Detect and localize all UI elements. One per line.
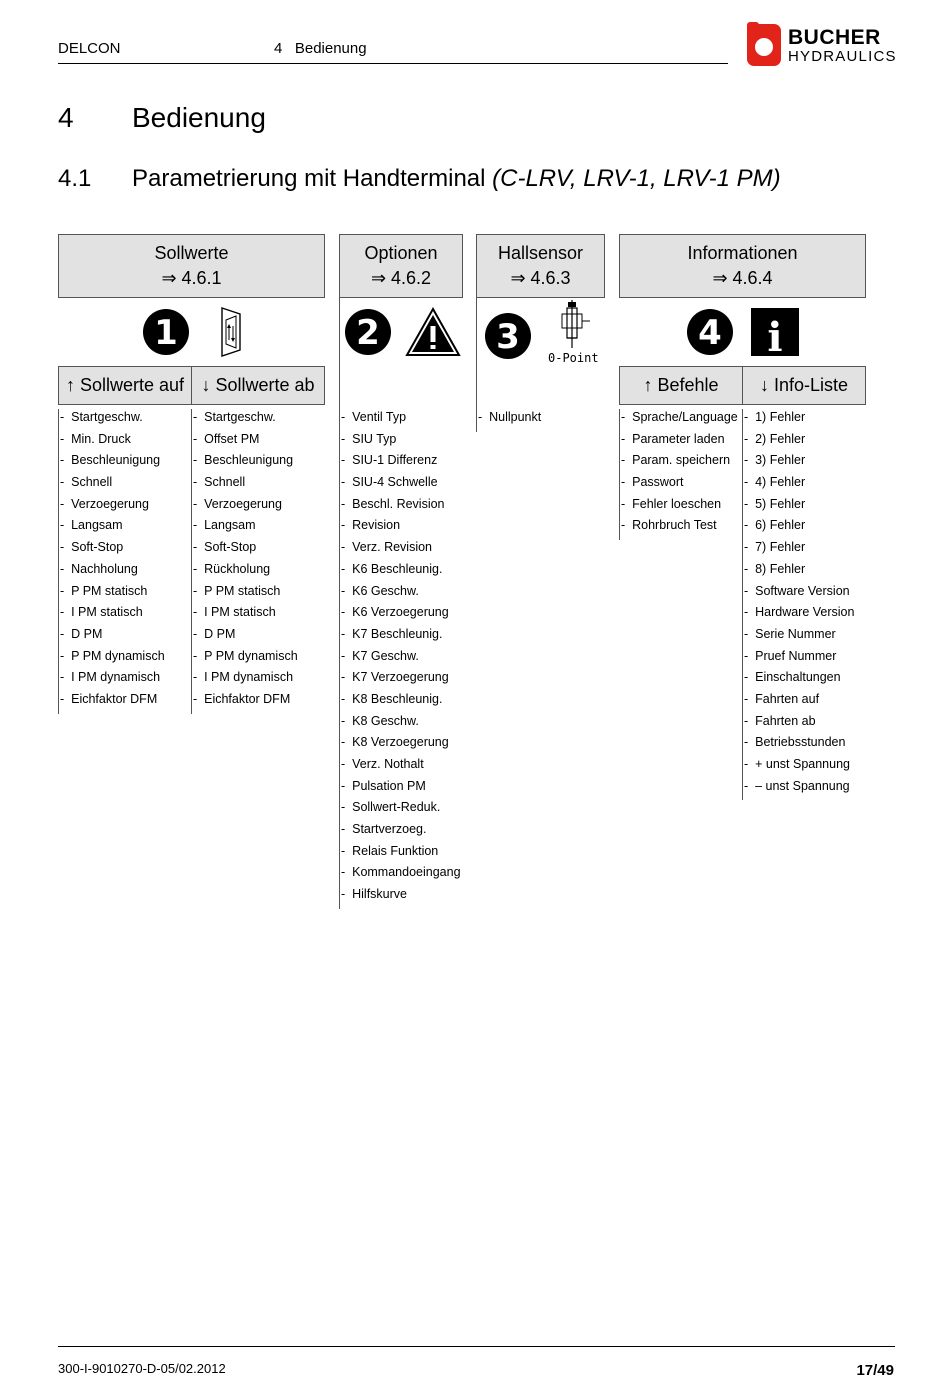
- list-item: - Pruef Nummer: [744, 648, 837, 663]
- list-item: - Rohrbruch Test: [621, 518, 717, 533]
- list-item: - Verzoegerung: [60, 496, 149, 511]
- list-item: - Verzoegerung: [193, 496, 282, 511]
- list-item: - K7 Verzoegerung: [341, 670, 449, 685]
- list-item: - K7 Geschw.: [341, 648, 419, 663]
- list-item: - P PM dynamisch: [60, 648, 165, 663]
- footer-document-id: 300-I-9010270-D-05/02.2012: [58, 1361, 226, 1376]
- menu-box-hallsensor: [476, 234, 605, 298]
- list-item: - 4) Fehler: [744, 475, 806, 490]
- list-sollwerte-ab: [191, 409, 325, 714]
- key-3-label: 3: [496, 317, 520, 357]
- heading-number: 4: [58, 102, 74, 133]
- list-item: - K7 Beschleunig.: [341, 626, 443, 641]
- list-item: - I PM statisch: [60, 605, 143, 620]
- list-item: - Sprache/Language: [621, 410, 738, 424]
- list-item: - Parameter laden: [621, 431, 725, 446]
- list-item: - I PM dynamisch: [193, 670, 294, 685]
- submenu-sollwerte-ab: ↓ Sollwerte ab: [191, 366, 325, 405]
- list-item: - 5) Fehler: [744, 496, 806, 511]
- list-item: - Kommandoeingang: [341, 865, 461, 880]
- list-item: - P PM statisch: [193, 583, 281, 598]
- list-item: - 3) Fehler: [744, 453, 806, 468]
- list-item: - I PM dynamisch: [60, 670, 161, 685]
- list-item: - Relais Funktion: [341, 843, 439, 858]
- list-info-liste: [742, 409, 866, 800]
- list-hallsensor: [476, 298, 605, 432]
- subheading-text: Parametrierung mit Handterminal: [132, 165, 493, 192]
- list-item: - Langsam: [60, 518, 123, 533]
- list-item: - – unst Spannung: [744, 778, 850, 793]
- list-item: - Revision: [341, 518, 401, 533]
- list-item: - Soft-Stop: [60, 540, 124, 555]
- list-item: - Eichfaktor DFM: [60, 691, 158, 706]
- footer-page-number: 17/49: [856, 1362, 894, 1379]
- list-item: - K8 Beschleunig.: [341, 691, 443, 706]
- list-item: - Software Version: [744, 583, 850, 598]
- header-chapter: 4 Bedienung: [274, 40, 367, 57]
- list-item: - Offset PM: [193, 431, 260, 446]
- menu-title-optionen: Optionen: [364, 243, 438, 263]
- list-item: - I PM statisch: [193, 605, 276, 620]
- list-item: - Nullpunkt: [478, 410, 542, 424]
- list-item: - Beschl. Revision: [341, 496, 445, 511]
- list-item: - Startverzoeg.: [341, 822, 427, 837]
- menu-title-sollwerte: Sollwerte: [154, 243, 229, 263]
- header-rule: [58, 63, 728, 64]
- subheading-devices: (C-LRV, LRV-1, LRV-1 PM): [492, 165, 781, 192]
- footer-rule: [58, 1346, 895, 1347]
- info-key-label: i: [767, 314, 783, 356]
- list-item: - Min. Druck: [60, 431, 131, 446]
- list-item: - K6 Beschleunig.: [341, 561, 443, 576]
- menu-title-hallsensor: Hallsensor: [497, 243, 584, 263]
- list-item: - Pulsation PM: [341, 778, 426, 793]
- list-item: - Hardware Version: [744, 605, 855, 620]
- list-item: - Beschleunigung: [60, 453, 161, 468]
- key-1-label: 1: [154, 313, 178, 353]
- list-item: - K8 Geschw.: [341, 713, 419, 728]
- list-item: - Verz. Revision: [341, 540, 433, 555]
- list-item: - Hilfskurve: [341, 887, 407, 902]
- brand-subname: HYDRAULICS: [788, 48, 897, 65]
- list-item: - Rückholung: [193, 561, 271, 576]
- key-1-icon: [142, 308, 190, 356]
- list-item: - Fahrten ab: [744, 713, 816, 728]
- submenu-info-liste: ↓ Info-Liste: [742, 366, 866, 405]
- up-down-key-icon: [216, 306, 246, 358]
- list-item: - Ventil Typ: [341, 410, 407, 424]
- list-item: - 2) Fehler: [744, 431, 806, 446]
- list-item: - Beschleunigung: [193, 453, 294, 468]
- list-item: - Passwort: [621, 475, 684, 490]
- list-item: - Schnell: [193, 475, 246, 490]
- subheading-title: [132, 165, 781, 193]
- menu-title-informationen: Informationen: [687, 243, 798, 263]
- list-item: - + unst Spannung: [744, 757, 850, 771]
- list-item: - Fehler loeschen: [621, 496, 722, 511]
- key-2-label: 2: [356, 313, 380, 353]
- list-sollwerte-auf: [58, 409, 192, 714]
- list-item: - Param. speichern: [621, 453, 731, 468]
- subheading-number: 4.1: [58, 165, 92, 192]
- list-item: - Verz. Nothalt: [341, 757, 424, 771]
- menu-box-informationen: [619, 234, 866, 298]
- list-item: - 7) Fehler: [744, 540, 806, 555]
- list-item: - SIU Typ: [341, 431, 397, 446]
- submenu-befehle: ↑ Befehle: [619, 366, 743, 405]
- list-item: - Fahrten auf: [744, 691, 820, 706]
- list-item: - Schnell: [60, 475, 113, 490]
- list-item: - D PM: [60, 626, 103, 641]
- list-item: - Betriebsstunden: [744, 735, 846, 750]
- submenu-sollwerte-auf: ↑ Sollwerte auf: [58, 366, 192, 405]
- list-optionen: [339, 298, 463, 909]
- list-item: - SIU-1 Differenz: [341, 453, 438, 468]
- list-item: - D PM: [193, 626, 236, 641]
- list-item: - P PM statisch: [60, 583, 148, 598]
- brand-name: BUCHER: [788, 26, 881, 49]
- key-4-label: 4: [698, 313, 722, 353]
- menu-ref-informationen: ⇒ 4.6.4: [712, 268, 773, 288]
- menu-box-sollwerte: [58, 234, 325, 298]
- menu-ref-optionen: ⇒ 4.6.2: [370, 268, 432, 288]
- list-item: - Eichfaktor DFM: [193, 691, 291, 706]
- list-item: - P PM dynamisch: [193, 648, 298, 663]
- list-item: - 6) Fehler: [744, 518, 806, 533]
- header-product: DELCON: [58, 40, 121, 57]
- heading-title: Bedienung: [132, 102, 266, 133]
- list-item: - K6 Verzoegerung: [341, 605, 449, 620]
- menu-ref-hallsensor: ⇒ 4.6.3: [510, 268, 571, 288]
- menu-ref-sollwerte: ⇒ 4.6.1: [161, 268, 222, 288]
- list-item: - Einschaltungen: [744, 670, 841, 685]
- list-item: - K8 Verzoegerung: [341, 735, 449, 750]
- list-item: - Serie Nummer: [744, 626, 836, 641]
- list-item: - 8) Fehler: [744, 561, 806, 576]
- zero-point-label: 0-Point: [548, 351, 599, 365]
- info-key-icon: [751, 308, 799, 356]
- list-item: - Sollwert-Reduk.: [341, 800, 441, 815]
- list-item: - K6 Geschw.: [341, 583, 419, 598]
- list-item: - SIU-4 Schwelle: [341, 475, 438, 490]
- key-4-icon: [686, 308, 734, 356]
- menu-box-optionen: [339, 234, 463, 298]
- list-item: - Startgeschw.: [60, 410, 143, 424]
- list-item: - Soft-Stop: [193, 540, 257, 555]
- list-befehle: [619, 409, 743, 540]
- list-item: - 1) Fehler: [744, 410, 806, 424]
- list-item: - Startgeschw.: [193, 410, 276, 424]
- list-item: - Langsam: [193, 518, 256, 533]
- list-item: - Nachholung: [60, 561, 138, 576]
